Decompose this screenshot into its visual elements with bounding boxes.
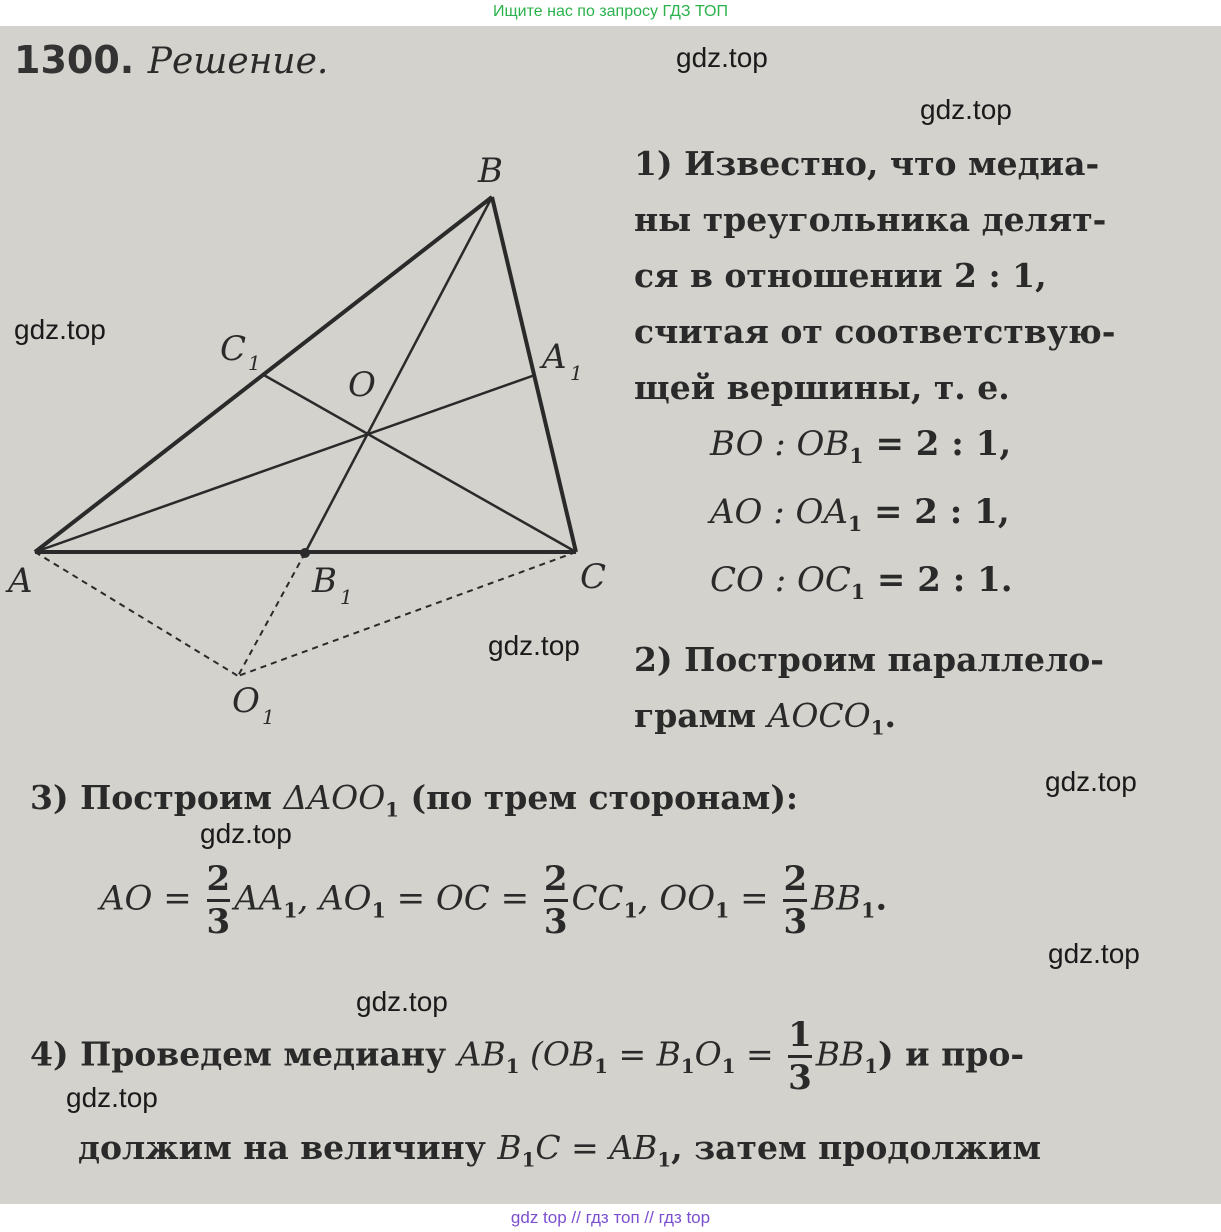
footer-links[interactable]: [0, 1204, 1221, 1232]
step3-formula: AO = $\frac{2}{3}$ $AA_1$, $AO_1$ = OC = $\frac{2}{3}$ $CC_1$, $OO_1$ = $\frac{2}{3}$ $BB_1$.: [100, 859, 888, 942]
watermark: gdz.top: [66, 1082, 158, 1113]
dashed-B1O1: [238, 553, 305, 676]
watermark: gdz.top: [356, 986, 448, 1017]
step1-line4: считая от соответствую-: [634, 312, 1116, 351]
watermark: gdz.top: [1048, 938, 1140, 969]
watermark: gdz.top: [488, 630, 580, 661]
dashed-AO1: [35, 552, 238, 676]
point-B1: [300, 548, 310, 558]
label-B1-sub: 1: [340, 585, 353, 609]
watermark: gdz.top: [676, 42, 768, 73]
step4-line2: должим на величину $B_1C = AB_1$, затем продолжим: [78, 1128, 1042, 1172]
label-B1: B: [312, 561, 337, 601]
equation-BO: BO : $OB_1 = 2$ : 1,: [710, 424, 1012, 468]
step1-line3: ся в отношении 2 : 1,: [634, 256, 1047, 295]
equation-CO: CO : $OC_1 = 2$ : 1.: [710, 560, 1013, 604]
label-C1: C: [220, 329, 247, 369]
equation-AO: AO : $OA_1 = 2$ : 1,: [710, 492, 1010, 536]
watermark: gdz.top: [1045, 766, 1137, 797]
problem-title: Решение.: [147, 41, 329, 82]
step4-line1: 4) Проведем медиану $AB_1$ ($OB_1 = B_1O_1$ = $\frac{1}{3}$ $BB_1$) и про-: [30, 1015, 1025, 1098]
problem-heading: [14, 38, 328, 82]
median-BB1: [305, 197, 492, 553]
step1-line1: 1) Известно, что медиа-: [634, 144, 1100, 183]
median-CC1: [262, 374, 576, 552]
step1-line2: ны треугольника делят-: [634, 200, 1107, 239]
label-C: C: [580, 557, 607, 597]
label-A: A: [8, 561, 33, 601]
watermark: gdz.top: [14, 314, 106, 345]
label-A1: A: [542, 337, 567, 377]
label-B: B: [478, 151, 503, 191]
step3-text: 3) Построим $\Delta AOO_1$ (по трем сторонам):: [30, 778, 799, 822]
search-hint[interactable]: Ищите нас по запросу ГДЗ ТОП: [493, 3, 728, 20]
problem-number: 1300.: [14, 38, 135, 82]
watermark: gdz.top: [920, 94, 1012, 125]
median-AA1: [35, 375, 535, 552]
step2-line2: грамм $AOCO_1$.: [634, 696, 896, 740]
label-O: O: [348, 365, 376, 405]
label-A1-sub: 1: [570, 361, 583, 385]
step2-line1: 2) Построим параллело-: [634, 640, 1104, 679]
step1-line5: щей вершины, т. е.: [634, 368, 1010, 407]
watermark: gdz.top: [200, 818, 292, 849]
footer-link-text[interactable]: gdz top // гдз топ // гдз top: [510, 1208, 711, 1227]
label-C1-sub: 1: [248, 351, 261, 375]
label-O1-sub: 1: [262, 705, 275, 729]
label-O1: O: [232, 681, 260, 721]
